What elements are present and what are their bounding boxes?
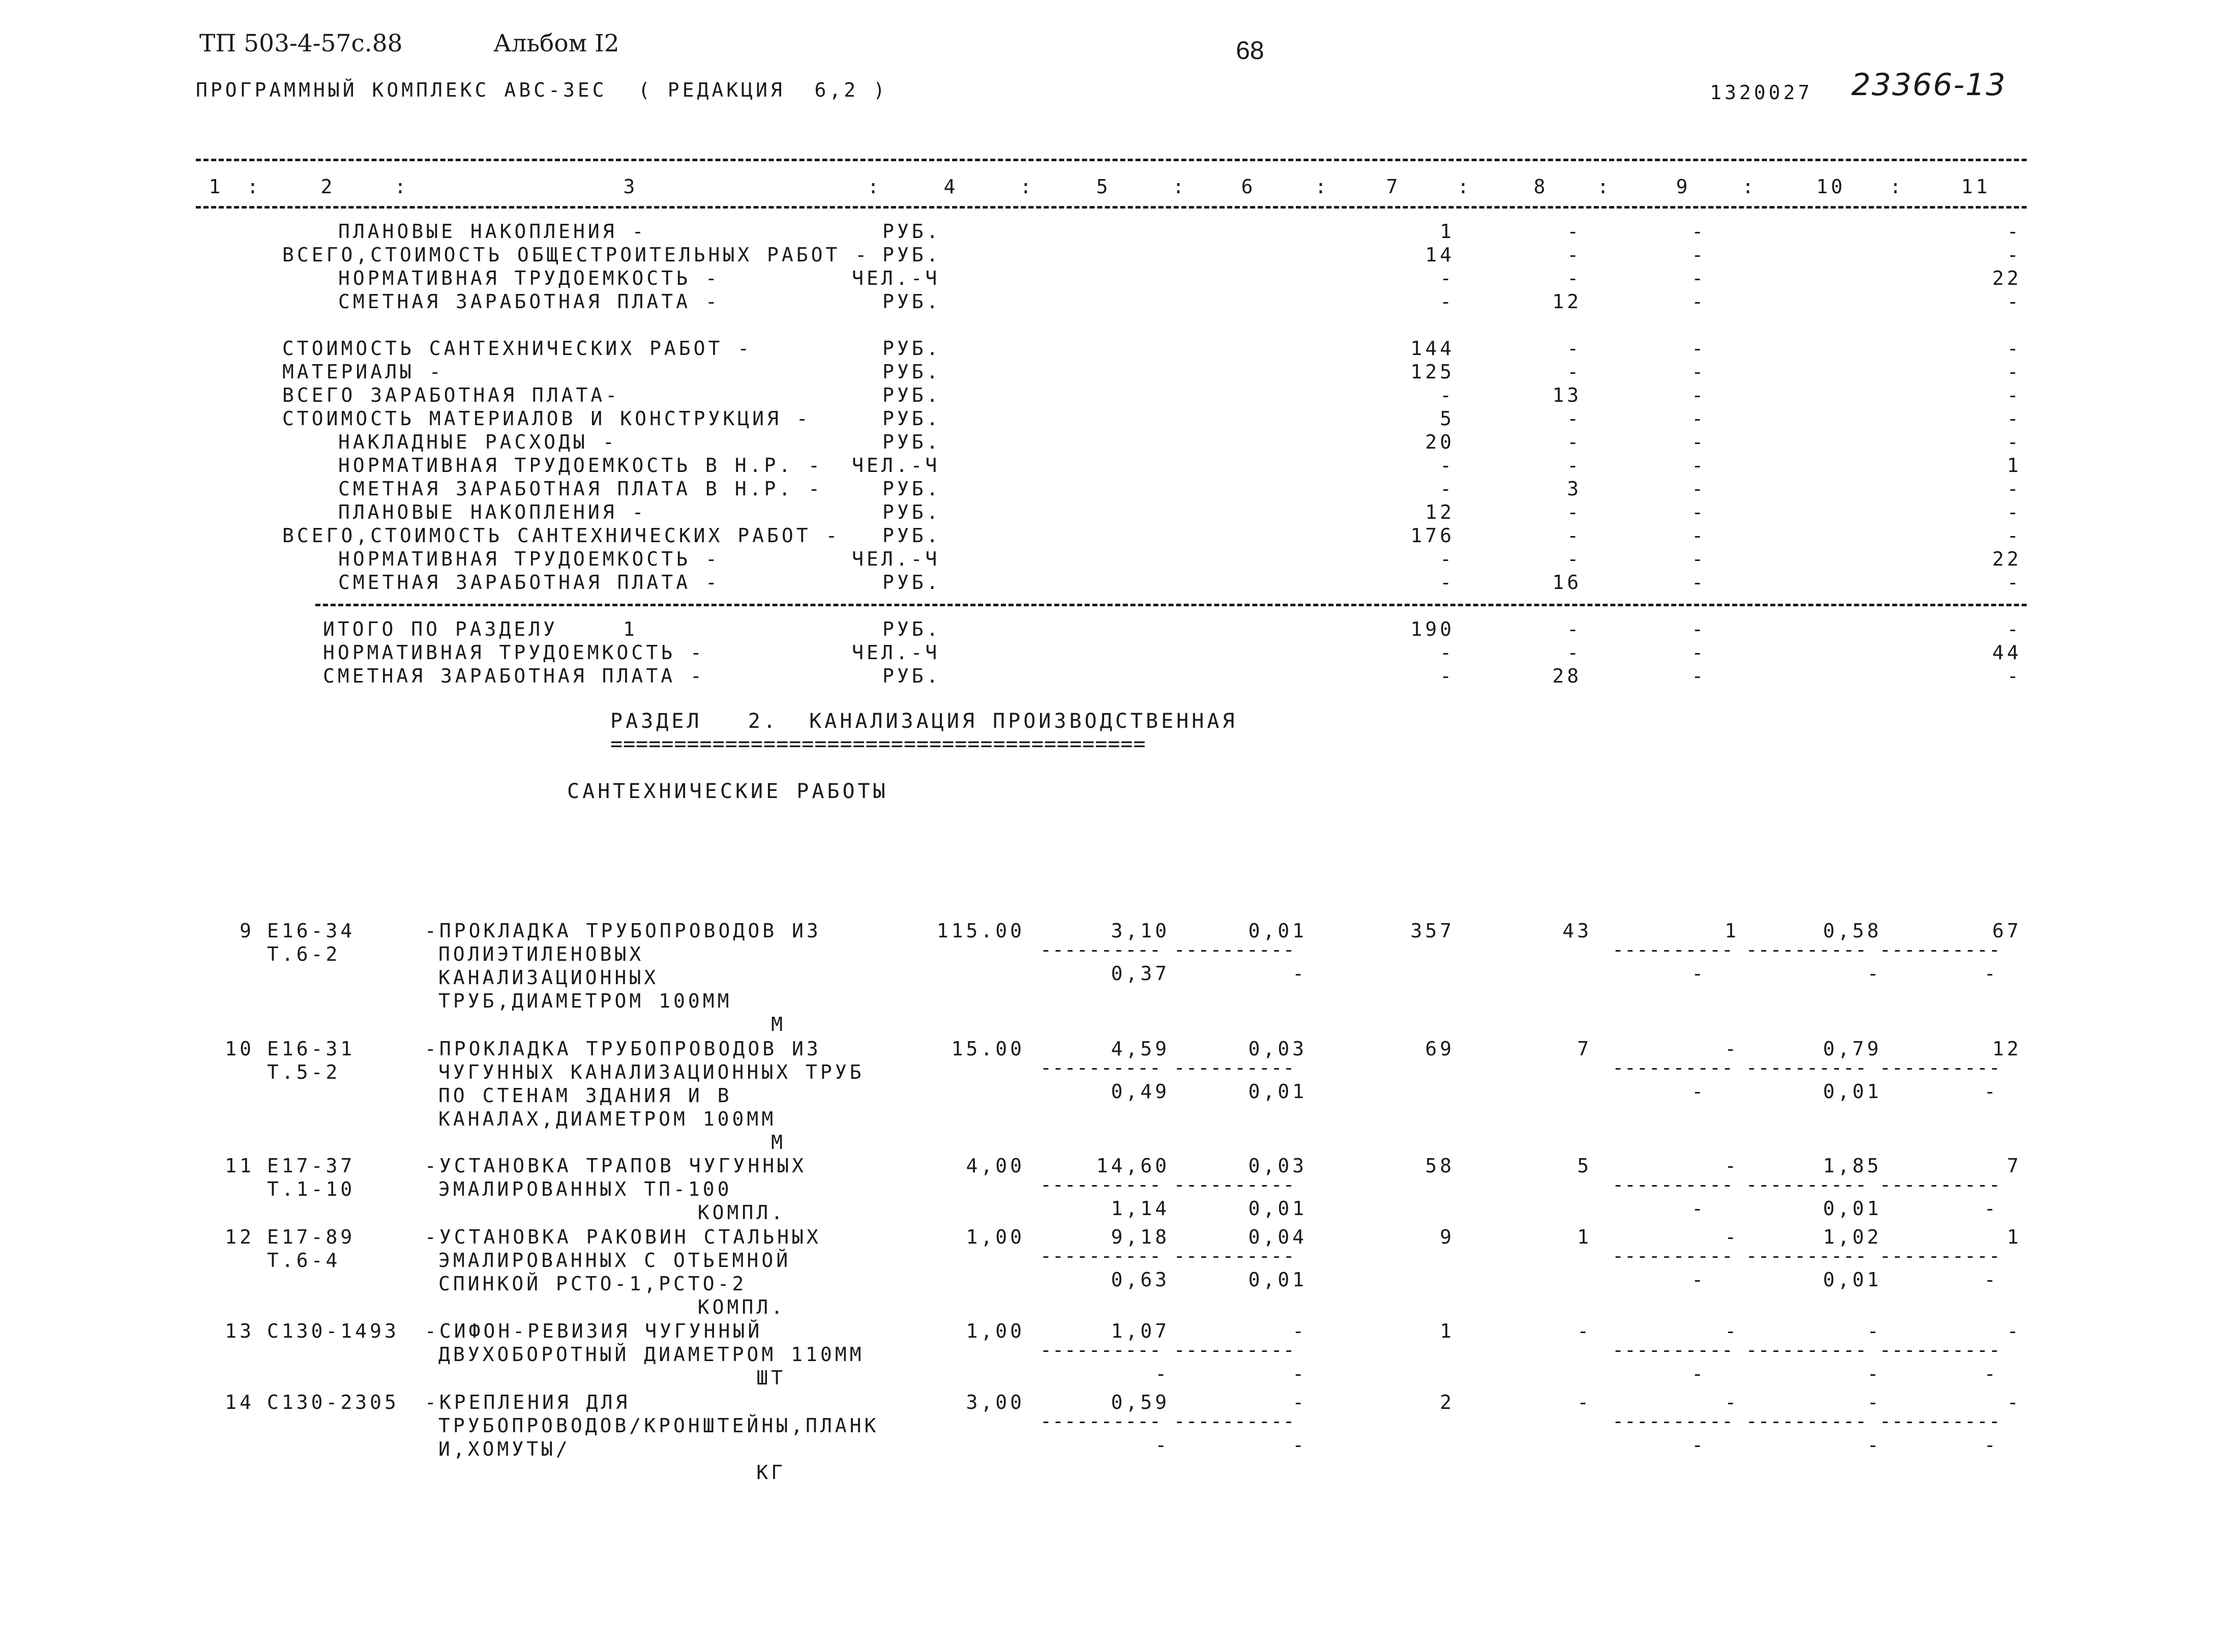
item-description-line: ЧУГУННЫХ КАНАЛИЗАЦИОННЫХ ТРУБ <box>438 1061 865 1083</box>
summary-unit: РУБ. <box>882 501 941 523</box>
item-col10: - <box>1867 1391 1882 1413</box>
item-col9-wage: - <box>1692 1363 1706 1385</box>
summary-col9: - <box>1692 548 1706 570</box>
item-col8: - <box>1577 1391 1592 1413</box>
summary-label: НАКЛАДНЫЕ РАСХОДЫ - <box>338 431 617 453</box>
item-col10: 0,58 <box>1823 920 1882 942</box>
summary-col11: - <box>2007 431 2022 453</box>
section-subtitle: САНТЕХНИЧЕСКИЕ РАБОТЫ <box>567 780 888 803</box>
item-unit-cost-wage: - <box>1155 1363 1170 1385</box>
object-code: 1320027 <box>1710 81 1813 104</box>
summary-col8: 13 <box>1552 384 1582 406</box>
summary-label: НОРМАТИВНАЯ ТРУДОЕМКОСТЬ - <box>323 641 705 664</box>
summary-col9: - <box>1692 407 1706 430</box>
item-total-cost: 357 <box>1410 920 1455 942</box>
summary-col9: - <box>1692 361 1706 383</box>
summary-unit: РУБ. <box>882 220 941 243</box>
item-description-line: -КРЕПЛЕНИЯ ДЛЯ <box>425 1391 631 1413</box>
item-total-cost: 58 <box>1425 1155 1455 1177</box>
item-unit-cost: 14,60 <box>1096 1155 1170 1177</box>
column-separator: : <box>247 175 262 198</box>
summary-unit: РУБ. <box>882 571 941 594</box>
summary-col11: 1 <box>2007 454 2022 477</box>
item-col6: 0,03 <box>1248 1155 1307 1177</box>
item-col10-wage: 0,01 <box>1823 1080 1882 1103</box>
item-quantity: 3,00 <box>966 1391 1025 1413</box>
item-col8: 5 <box>1577 1155 1592 1177</box>
item-unit: ШТ <box>756 1367 786 1389</box>
item-col9: 1 <box>1725 920 1739 942</box>
summary-col11: - <box>2007 290 2022 313</box>
item-code: Е16-34 <box>267 920 355 942</box>
item-unit-cost: 0,59 <box>1111 1391 1170 1413</box>
item-col11-wage: - <box>1984 1268 1999 1291</box>
item-dash-mid: ---------- ---------- <box>1040 1410 1295 1432</box>
item-col10: 1,02 <box>1823 1226 1882 1248</box>
item-number: 13 <box>225 1320 254 1342</box>
item-unit-cost-wage: 0,49 <box>1111 1080 1170 1103</box>
column-separator: : <box>1597 175 1612 198</box>
item-col10-wage: - <box>1867 962 1882 985</box>
summary-col9: - <box>1692 641 1706 664</box>
item-col11: 12 <box>1992 1038 2022 1060</box>
summary-unit: ЧЕЛ.-Ч <box>852 267 940 289</box>
item-col11-wage: - <box>1984 1080 1999 1103</box>
summary-col7: 125 <box>1410 361 1455 383</box>
column-separator: : <box>1315 175 1330 198</box>
summary-col11: 22 <box>1992 548 2022 570</box>
column-number: 4 <box>943 175 959 198</box>
item-unit-cost: 1,07 <box>1111 1320 1170 1342</box>
summary-col11: - <box>2007 220 2022 243</box>
item-col9-wage: - <box>1692 1268 1706 1291</box>
summary-unit: РУБ. <box>882 384 941 406</box>
item-unit-cost-wage: 1,14 <box>1111 1197 1170 1220</box>
item-col10-wage: 0,01 <box>1823 1197 1882 1220</box>
summary-col7: - <box>1440 384 1455 406</box>
summary-col11: - <box>2007 665 2022 687</box>
summary-col7: - <box>1440 267 1455 289</box>
item-col8: 7 <box>1577 1038 1592 1060</box>
item-col6-wage: 0,01 <box>1248 1080 1307 1103</box>
summary-unit: РУБ. <box>882 407 941 430</box>
item-col6: 0,03 <box>1248 1038 1307 1060</box>
summary-label: СМЕТНАЯ ЗАРАБОТНАЯ ПЛАТА - <box>338 571 720 594</box>
column-number: 6 <box>1241 175 1256 198</box>
item-description-line: СПИНКОЙ РСТО-1,РСТО-2 <box>438 1273 747 1295</box>
item-code-table: Т.6-4 <box>267 1249 341 1272</box>
summary-col7: - <box>1440 571 1455 594</box>
item-description-line: -ПРОКЛАДКА ТРУБОПРОВОДОВ ИЗ <box>425 920 821 942</box>
item-col6: - <box>1292 1391 1307 1413</box>
item-unit: КОМПЛ. <box>697 1201 786 1224</box>
summary-unit: РУБ. <box>882 337 941 360</box>
summary-col7: 20 <box>1425 431 1455 453</box>
item-col11: 1 <box>2007 1226 2022 1248</box>
column-number: 5 <box>1096 175 1111 198</box>
summary-unit: РУБ. <box>882 361 941 383</box>
summary-label: ВСЕГО,СТОИМОСТЬ САНТЕХНИЧЕСКИХ РАБОТ - <box>282 524 841 547</box>
column-separator: : <box>1172 175 1188 198</box>
item-col6-wage: 0,01 <box>1248 1268 1307 1291</box>
summary-col9: - <box>1692 571 1706 594</box>
item-total-cost: 2 <box>1440 1391 1455 1413</box>
item-col9: - <box>1725 1391 1739 1413</box>
column-header-rule <box>196 206 2027 209</box>
summary-col11: - <box>2007 407 2022 430</box>
summary-unit: РУБ. <box>882 665 941 687</box>
item-col8: - <box>1577 1320 1592 1342</box>
item-unit-cost-wage: - <box>1155 1434 1170 1456</box>
item-code-table: Т.6-2 <box>267 943 341 965</box>
column-number: 8 <box>1533 175 1549 198</box>
summary-col8: 16 <box>1552 571 1582 594</box>
software-label: ПРОГРАММНЫЙ КОМПЛЕКС АВС-ЗЕС <box>196 79 607 101</box>
summary-col8: - <box>1567 361 1582 383</box>
page-number: 68 <box>1236 36 1264 65</box>
summary-col11: - <box>2007 361 2022 383</box>
column-number: 9 <box>1676 175 1691 198</box>
summary-col8: - <box>1567 244 1582 266</box>
item-unit-cost: 4,59 <box>1111 1038 1170 1060</box>
summary-col8: 3 <box>1567 478 1582 500</box>
summary-section-number: 1 <box>623 618 638 640</box>
item-dash-right: ---------- ---------- ---------- <box>1612 1339 2001 1361</box>
column-number: 1 <box>209 175 224 198</box>
item-col9: - <box>1725 1226 1739 1248</box>
item-col11: - <box>2007 1391 2022 1413</box>
item-description-line: -УСТАНОВКА РАКОВИН СТАЛЬНЫХ <box>425 1226 821 1248</box>
summary-col9: - <box>1692 244 1706 266</box>
item-dash-mid: ---------- ---------- <box>1040 1056 1295 1079</box>
column-number: 10 <box>1816 175 1846 198</box>
item-quantity: 4,00 <box>966 1155 1025 1177</box>
item-code-table: Т.1-10 <box>267 1178 355 1200</box>
summary-unit: ЧЕЛ.-Ч <box>852 454 940 477</box>
summary-col8: - <box>1567 524 1582 547</box>
item-col9-wage: - <box>1692 1197 1706 1220</box>
summary-unit: РУБ. <box>882 618 941 640</box>
item-number: 10 <box>225 1038 254 1060</box>
summary-label: НОРМАТИВНАЯ ТРУДОЕМКОСТЬ - <box>338 267 720 289</box>
item-description-line: КАНАЛАХ,ДИАМЕТРОМ 100ММ <box>438 1108 777 1130</box>
summary-col8: - <box>1567 431 1582 453</box>
item-number: 12 <box>225 1226 254 1248</box>
summary-label: СМЕТНАЯ ЗАРАБОТНАЯ ПЛАТА - <box>323 665 705 687</box>
summary-col11: - <box>2007 337 2022 360</box>
section-title-underline: ========================================== <box>610 732 1146 756</box>
column-separator: : <box>1020 175 1035 198</box>
item-quantity: 1,00 <box>966 1226 1025 1248</box>
item-col10-wage: - <box>1867 1363 1882 1385</box>
column-number: 11 <box>1961 175 1991 198</box>
item-col11: - <box>2007 1320 2022 1342</box>
summary-col9: - <box>1692 384 1706 406</box>
summary-col11: - <box>2007 618 2022 640</box>
summary-label: СМЕТНАЯ ЗАРАБОТНАЯ ПЛАТА - <box>338 290 720 313</box>
summary-col8: - <box>1567 337 1582 360</box>
item-dash-mid: ---------- ---------- <box>1040 938 1295 961</box>
summary-col7: 1 <box>1440 220 1455 243</box>
summary-unit: РУБ. <box>882 431 941 453</box>
summary-label: СТОИМОСТЬ МАТЕРИАЛОВ И КОНСТРУКЦИЯ - <box>282 407 811 430</box>
summary-label: ПЛАНОВЫЕ НАКОПЛЕНИЯ - <box>338 501 647 523</box>
summary-col8: - <box>1567 641 1582 664</box>
item-code: С130-1493 <box>267 1320 399 1342</box>
item-quantity: 15.00 <box>951 1038 1025 1060</box>
item-quantity: 115.00 <box>936 920 1025 942</box>
column-separator: : <box>1457 175 1472 198</box>
item-col10: 0,79 <box>1823 1038 1882 1060</box>
item-col9: - <box>1725 1038 1739 1060</box>
item-col6: 0,04 <box>1248 1226 1307 1248</box>
item-col11: 7 <box>2007 1155 2022 1177</box>
table-top-rule <box>196 159 2027 161</box>
document-code: ТП 503-4-57с.88 <box>199 29 403 57</box>
item-dash-mid: ---------- ---------- <box>1040 1339 1295 1361</box>
album-label: Альбом I2 <box>493 29 619 57</box>
summary-label: МАТЕРИАЛЫ - <box>282 361 444 383</box>
item-number: 14 <box>225 1391 254 1413</box>
summary-col9: - <box>1692 665 1706 687</box>
item-col9-wage: - <box>1692 1080 1706 1103</box>
summary-col7: 190 <box>1410 618 1455 640</box>
item-col9: - <box>1725 1320 1739 1342</box>
summary-unit: РУБ. <box>882 478 941 500</box>
summary-col9: - <box>1692 524 1706 547</box>
item-col11-wage: - <box>1984 962 1999 985</box>
item-dash-right: ---------- ---------- ---------- <box>1612 938 2001 961</box>
item-unit: М <box>771 1131 786 1154</box>
item-col6-wage: - <box>1292 1363 1307 1385</box>
summary-col8: 12 <box>1552 290 1582 313</box>
item-unit: М <box>771 1013 786 1036</box>
summary-col8: - <box>1567 548 1582 570</box>
item-description-line: -СИФОН-РЕВИЗИЯ ЧУГУННЫЙ <box>425 1320 763 1342</box>
item-col6-wage: 0,01 <box>1248 1197 1307 1220</box>
summary-label: НОРМАТИВНАЯ ТРУДОЕМКОСТЬ В Н.Р. - <box>338 454 823 477</box>
item-dash-right: ---------- ---------- ---------- <box>1612 1410 2001 1432</box>
item-description-line: -УСТАНОВКА ТРАПОВ ЧУГУННЫХ <box>425 1155 807 1177</box>
item-col9-wage: - <box>1692 1434 1706 1456</box>
summary-col9: - <box>1692 290 1706 313</box>
column-separator: : <box>394 175 409 198</box>
summary-col8: - <box>1567 501 1582 523</box>
summary-col7: - <box>1440 454 1455 477</box>
item-unit-cost: 3,10 <box>1111 920 1170 942</box>
item-code: Е16-31 <box>267 1038 355 1060</box>
summary-col8: - <box>1567 618 1582 640</box>
column-number: 2 <box>320 175 336 198</box>
summary-label: ВСЕГО ЗАРАБОТНАЯ ПЛАТА- <box>282 384 620 406</box>
item-unit: КОМПЛ. <box>697 1296 786 1318</box>
summary-unit: РУБ. <box>882 524 941 547</box>
item-description-line: ПОЛИЭТИЛЕНОВЫХ <box>438 943 644 965</box>
summary-col11: - <box>2007 501 2022 523</box>
item-unit-cost: 9,18 <box>1111 1226 1170 1248</box>
summary-col8: 28 <box>1552 665 1582 687</box>
item-code: Е17-37 <box>267 1155 355 1177</box>
item-dash-mid: ---------- ---------- <box>1040 1245 1295 1267</box>
item-col8: 43 <box>1562 920 1592 942</box>
summary-label: СМЕТНАЯ ЗАРАБОТНАЯ ПЛАТА В Н.Р. - <box>338 478 823 500</box>
item-number: 11 <box>225 1155 254 1177</box>
item-description-line: ТРУБОПРОВОДОВ/КРОНШТЕЙНЫ,ПЛАНК <box>438 1414 879 1437</box>
column-number: 7 <box>1386 175 1401 198</box>
item-code: Е17-89 <box>267 1226 355 1248</box>
summary-col8: - <box>1567 220 1582 243</box>
summary-col11: - <box>2007 524 2022 547</box>
summary-unit: ЧЕЛ.-Ч <box>852 641 940 664</box>
item-code: С130-2305 <box>267 1391 399 1413</box>
summary-col7: 144 <box>1410 337 1455 360</box>
summary-label: ИТОГО ПО РАЗДЕЛУ <box>323 618 558 640</box>
item-description-line: ПО СТЕНАМ ЗДАНИЯ И В <box>438 1084 732 1107</box>
summary-col9: - <box>1692 454 1706 477</box>
item-col11-wage: - <box>1984 1363 1999 1385</box>
summary-col9: - <box>1692 618 1706 640</box>
item-col6-wage: - <box>1292 962 1307 985</box>
summary-col7: - <box>1440 665 1455 687</box>
summary-col8: - <box>1567 407 1582 430</box>
item-dash-mid: ---------- ---------- <box>1040 1173 1295 1196</box>
summary-col9: - <box>1692 220 1706 243</box>
item-dash-right: ---------- ---------- ---------- <box>1612 1245 2001 1267</box>
column-separator: : <box>867 175 882 198</box>
item-col11-wage: - <box>1984 1197 1999 1220</box>
summary-col7: 12 <box>1425 501 1455 523</box>
item-unit: КГ <box>756 1461 786 1484</box>
item-dash-right: ---------- ---------- ---------- <box>1612 1056 2001 1079</box>
item-col11: 67 <box>1992 920 2022 942</box>
column-separator: : <box>1742 175 1757 198</box>
item-dash-right: ---------- ---------- ---------- <box>1612 1173 2001 1196</box>
item-description-line: ДВУХОБОРОТНЫЙ ДИАМЕТРОМ 110ММ <box>438 1343 865 1366</box>
summary-unit: ЧЕЛ.-Ч <box>852 548 940 570</box>
summary-col9: - <box>1692 501 1706 523</box>
summary-unit: РУБ. <box>882 290 941 313</box>
item-col10: 1,85 <box>1823 1155 1882 1177</box>
summary-col8: - <box>1567 267 1582 289</box>
item-col11-wage: - <box>1984 1434 1999 1456</box>
item-description-line: И,ХОМУТЫ/ <box>438 1438 571 1460</box>
item-col9: - <box>1725 1155 1739 1177</box>
column-number: 3 <box>623 175 638 198</box>
item-quantity: 1,00 <box>966 1320 1025 1342</box>
item-number: 9 <box>240 920 254 942</box>
summary-col11: - <box>2007 244 2022 266</box>
item-col10-wage: 0,01 <box>1823 1268 1882 1291</box>
summary-unit: РУБ. <box>882 244 941 266</box>
item-unit-cost-wage: 0,63 <box>1111 1268 1170 1291</box>
item-col6-wage: - <box>1292 1434 1307 1456</box>
item-description-line: ЭМАЛИРОВАННЫХ ТП-100 <box>438 1178 732 1200</box>
summary-col7: - <box>1440 478 1455 500</box>
summary-col7: 176 <box>1410 524 1455 547</box>
item-total-cost: 1 <box>1440 1320 1455 1342</box>
item-col10: - <box>1867 1320 1882 1342</box>
summary-label: НОРМАТИВНАЯ ТРУДОЕМКОСТЬ - <box>338 548 720 570</box>
item-description-line: ТРУБ,ДИАМЕТРОМ 100ММ <box>438 990 732 1012</box>
total-rule <box>315 604 2027 606</box>
item-col8: 1 <box>1577 1226 1592 1248</box>
item-code-table: Т.5-2 <box>267 1061 341 1083</box>
summary-col11: 22 <box>1992 267 2022 289</box>
item-col10-wage: - <box>1867 1434 1882 1456</box>
item-col9-wage: - <box>1692 962 1706 985</box>
summary-col11: - <box>2007 571 2022 594</box>
item-description-line: КАНАЛИЗАЦИОННЫХ <box>438 966 659 989</box>
summary-col11: - <box>2007 478 2022 500</box>
summary-label: ВСЕГО,СТОИМОСТЬ ОБЩЕСТРОИТЕЛЬНЫХ РАБОТ - <box>282 244 870 266</box>
summary-col7: 14 <box>1425 244 1455 266</box>
summary-col7: - <box>1440 548 1455 570</box>
summary-col9: - <box>1692 478 1706 500</box>
summary-col11: 44 <box>1992 641 2022 664</box>
summary-col8: - <box>1567 454 1582 477</box>
summary-label: СТОИМОСТЬ САНТЕХНИЧЕСКИХ РАБОТ - <box>282 337 753 360</box>
summary-col11: - <box>2007 384 2022 406</box>
summary-col9: - <box>1692 267 1706 289</box>
item-col6: - <box>1292 1320 1307 1342</box>
handwritten-number: 23366-13 <box>1851 67 2006 103</box>
summary-col9: - <box>1692 337 1706 360</box>
summary-label: ПЛАНОВЫЕ НАКОПЛЕНИЯ - <box>338 220 647 243</box>
item-total-cost: 9 <box>1440 1226 1455 1248</box>
item-unit-cost-wage: 0,37 <box>1111 962 1170 985</box>
summary-col7: - <box>1440 290 1455 313</box>
item-description-line: -ПРОКЛАДКА ТРУБОПРОВОДОВ ИЗ <box>425 1038 821 1060</box>
item-description-line: ЭМАЛИРОВАННЫХ С ОТЬЕМНОЙ <box>438 1249 791 1272</box>
item-col6: 0,01 <box>1248 920 1307 942</box>
item-total-cost: 69 <box>1425 1038 1455 1060</box>
edition-label: ( РЕДАКЦИЯ 6,2 ) <box>638 79 888 101</box>
summary-col7: 5 <box>1440 407 1455 430</box>
section-title: РАЗДЕЛ 2. КАНАЛИЗАЦИЯ ПРОИЗВОДСТВЕННАЯ <box>610 710 1238 733</box>
summary-col7: - <box>1440 641 1455 664</box>
column-separator: : <box>1889 175 1905 198</box>
summary-col9: - <box>1692 431 1706 453</box>
